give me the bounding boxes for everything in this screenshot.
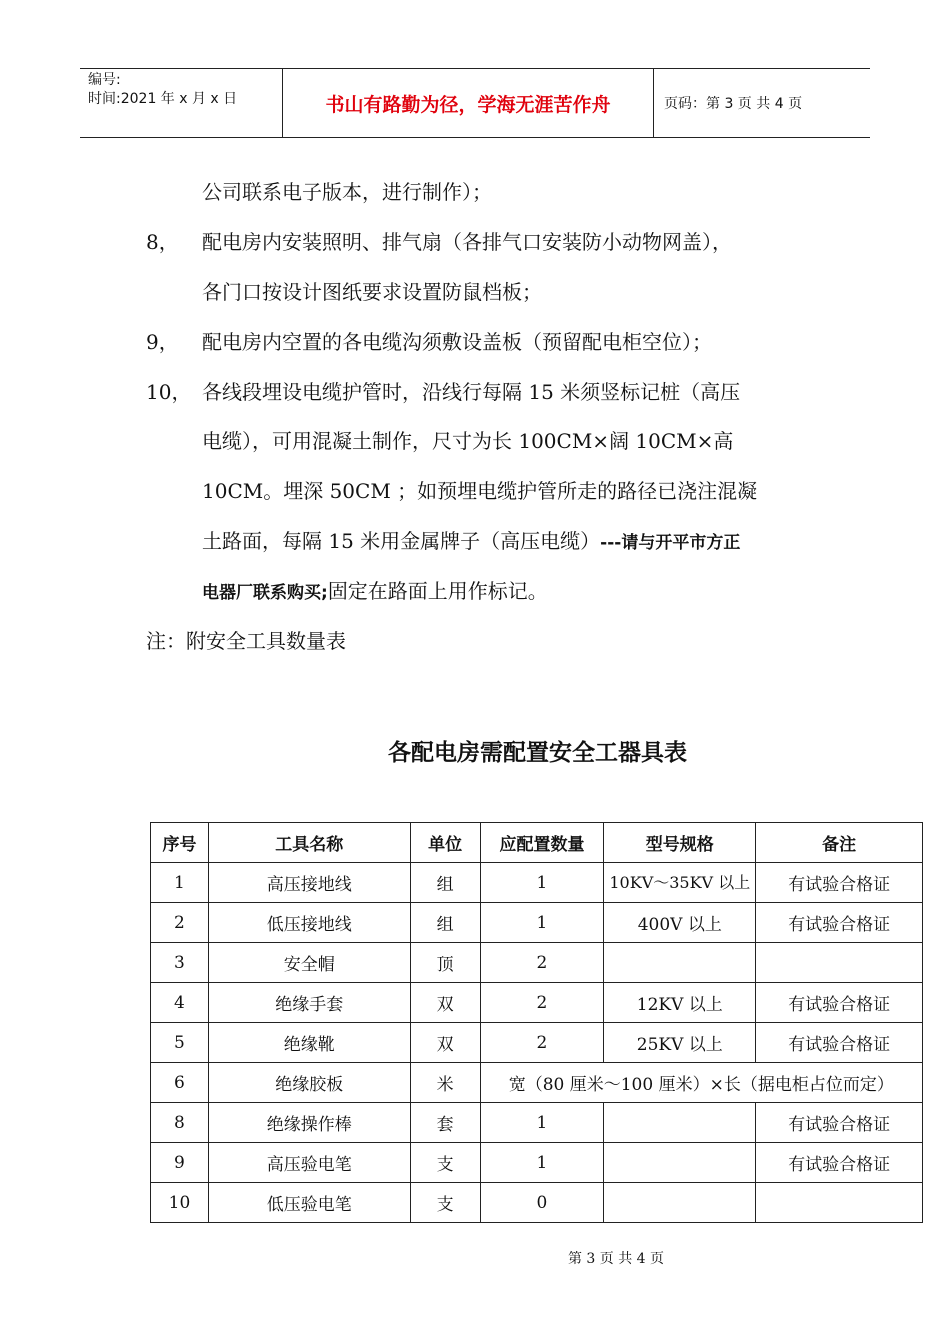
- note-line: 注：附安全工具数量表: [146, 629, 346, 653]
- cell-unit: 组: [410, 863, 480, 903]
- header-time: 时间:2021 年 x 月 x 日: [88, 91, 238, 107]
- cell-unit: 顶: [410, 943, 480, 983]
- item10-line5-normal: 固定在路面上用作标记。: [327, 579, 548, 603]
- cell-remark: 有试验合格证: [756, 1143, 923, 1183]
- item10-line1: 各线段埋设电缆护管时，沿线行每隔 15 米须竖标记桩（高压: [202, 380, 741, 404]
- cell-tool-name: 高压验电笔: [208, 1143, 410, 1183]
- col-header-spec: 型号规格: [604, 823, 756, 863]
- col-header-remark: 备注: [756, 823, 923, 863]
- table-row: [151, 1143, 923, 1183]
- cell-remark: 有试验合格证: [756, 1023, 923, 1063]
- cell-index: 6: [151, 1063, 209, 1103]
- cell-spec: 25KV 以上: [604, 1023, 756, 1063]
- cell-remark: 有试验合格证: [756, 983, 923, 1023]
- cell-unit: 双: [410, 983, 480, 1023]
- body-line-intro: 公司联系电子版本，进行制作）；: [202, 180, 492, 204]
- cell-tool-name: 低压验电笔: [208, 1183, 410, 1223]
- cell-remark: 有试验合格证: [756, 1103, 923, 1143]
- header-meta: [80, 69, 282, 137]
- cell-index: 1: [151, 863, 209, 903]
- safety-tools-table: [150, 822, 923, 1223]
- table-row: [151, 903, 923, 943]
- cell-quantity: 1: [480, 863, 604, 903]
- table-row: [151, 943, 923, 983]
- table-row: [151, 1063, 923, 1103]
- cell-index: 2: [151, 903, 209, 943]
- cell-quantity: 1: [480, 1103, 604, 1143]
- item9-number: 9，: [146, 330, 179, 354]
- cell-index: 9: [151, 1143, 209, 1183]
- cell-spec: 10KV～35KV 以上: [604, 863, 756, 903]
- cell-quantity: 0: [480, 1183, 604, 1223]
- cell-index: 10: [151, 1183, 209, 1223]
- table-row: [151, 983, 923, 1023]
- table-title: 各配电房需配置安全工器具表: [388, 740, 687, 766]
- cell-spec: 400V 以上: [604, 903, 756, 943]
- item8-number: 8，: [146, 230, 179, 254]
- cell-merged-spec: 宽（80 厘米～100 厘米）×长（据电柜占位而定）: [480, 1063, 922, 1103]
- cell-index: 3: [151, 943, 209, 983]
- item10-line4-normal: 土路面，每隔 15 米用金属牌子（高压电缆）: [202, 529, 601, 553]
- cell-unit: 米: [410, 1063, 480, 1103]
- cell-spec: [604, 1103, 756, 1143]
- col-header-tool-name: 工具名称: [208, 823, 410, 863]
- table-row: [151, 1023, 923, 1063]
- item10-line5-bold: 电器厂联系购买;: [202, 583, 328, 603]
- header-number: 编号:: [88, 72, 121, 88]
- item10-line3: 10CM。埋深 50CM ；如预埋电缆护管所走的路径已浇注混凝: [202, 479, 758, 503]
- col-header-unit: 单位: [410, 823, 480, 863]
- cell-quantity: 2: [480, 1023, 604, 1063]
- cell-quantity: 1: [480, 903, 604, 943]
- item10-line2: 电缆），可用混凝土制作，尺寸为长 100CM×阔 10CM×高: [202, 429, 734, 453]
- col-header-quantity: 应配置数量: [480, 823, 604, 863]
- cell-tool-name: 安全帽: [208, 943, 410, 983]
- cell-index: 8: [151, 1103, 209, 1143]
- cell-tool-name: 高压接地线: [208, 863, 410, 903]
- item10-line5: [202, 577, 548, 607]
- cell-spec: 12KV 以上: [604, 983, 756, 1023]
- cell-unit: 套: [410, 1103, 480, 1143]
- cell-index: 5: [151, 1023, 209, 1063]
- cell-unit: 双: [410, 1023, 480, 1063]
- cell-tool-name: 绝缘靴: [208, 1023, 410, 1063]
- cell-remark: 有试验合格证: [756, 863, 923, 903]
- cell-unit: 支: [410, 1143, 480, 1183]
- cell-remark: 有试验合格证: [756, 903, 923, 943]
- table-row: [151, 863, 923, 903]
- page-header: [80, 68, 870, 138]
- cell-unit: 组: [410, 903, 480, 943]
- cell-spec: [604, 943, 756, 983]
- cell-spec: [604, 1143, 756, 1183]
- cell-remark: [756, 943, 923, 983]
- item10-line4-bold: ---请与开平市方正: [600, 533, 741, 553]
- table-row: [151, 1183, 923, 1223]
- cell-quantity: 2: [480, 983, 604, 1023]
- cell-quantity: 2: [480, 943, 604, 983]
- table-row: [151, 1103, 923, 1143]
- item8-line2: 各门口按设计图纸要求设置防鼠档板；: [202, 280, 542, 304]
- cell-tool-name: 低压接地线: [208, 903, 410, 943]
- table-header-row: [151, 823, 923, 863]
- cell-index: 4: [151, 983, 209, 1023]
- item9-line1: 配电房内空置的各电缆沟须敷设盖板（预留配电柜空位）；: [202, 330, 712, 354]
- header-motto: 书山有路勤为径，学海无涯苦作舟: [282, 69, 654, 137]
- cell-tool-name: 绝缘操作棒: [208, 1103, 410, 1143]
- cell-tool-name: 绝缘手套: [208, 983, 410, 1023]
- cell-remark: [756, 1183, 923, 1223]
- page-footer: 第 3 页 共 4 页: [567, 1251, 665, 1267]
- cell-unit: 支: [410, 1183, 480, 1223]
- cell-tool-name: 绝缘胶板: [208, 1063, 410, 1103]
- item8-line1: 配电房内安装照明、排气扇（各排气口安装防小动物网盖），: [202, 230, 732, 254]
- col-header-index: 序号: [151, 823, 209, 863]
- item10-number: 10，: [146, 380, 192, 404]
- cell-spec: [604, 1183, 756, 1223]
- cell-quantity: 1: [480, 1143, 604, 1183]
- item10-line4: [202, 527, 740, 557]
- header-page-label: 页码：第 3 页 共 4 页: [664, 96, 803, 112]
